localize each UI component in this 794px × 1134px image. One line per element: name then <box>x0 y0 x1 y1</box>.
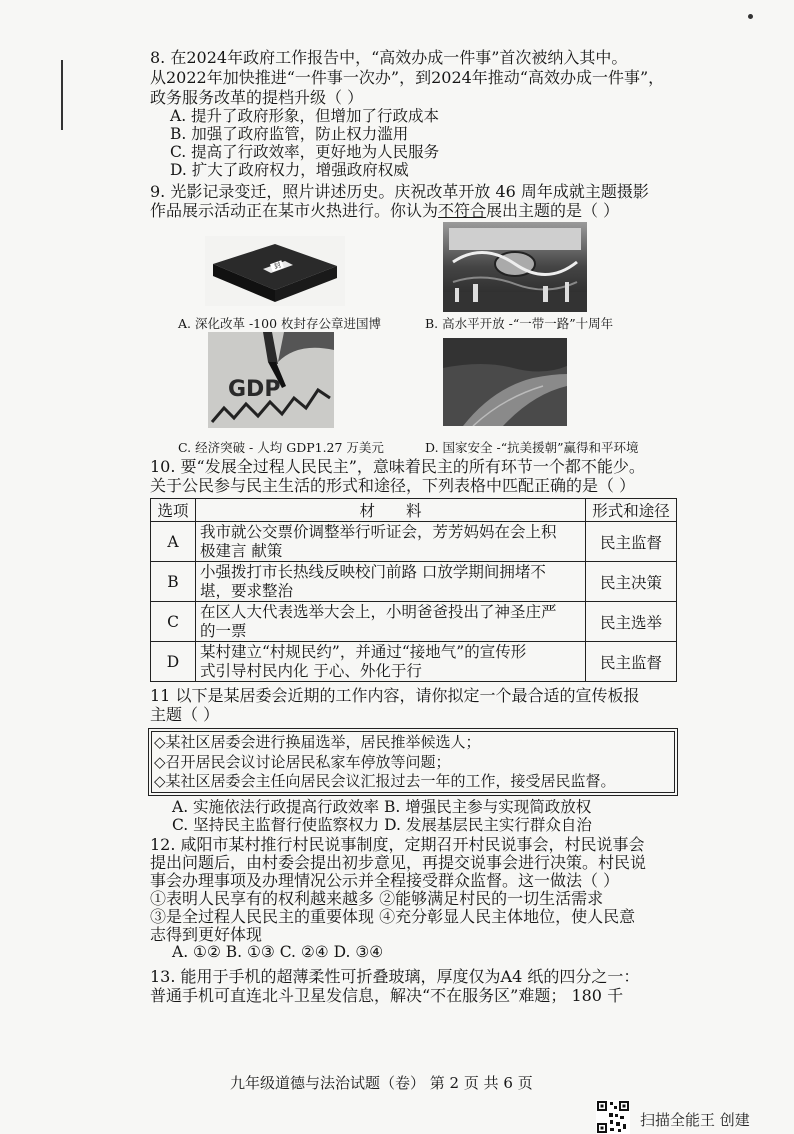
qr-code-icon <box>596 1100 630 1134</box>
q11-box-item: ◇某社区居委会进行换届选举，居民推举候选人； <box>154 733 481 751</box>
q12-options[interactable]: A. ①② B. ①③ C. ②④ D. ③④ <box>172 943 384 961</box>
q12-line1: 12. 咸阳市某村推行村民说事制度，定期召开村民说事会，村民说事会 <box>150 835 645 854</box>
q9-line2: 作品展示活动正在某市火热进行。你认为不符合展出主题的是（ ） <box>150 201 620 220</box>
q8-line1: 8. 在2024年政府工作报告中，“高效办成一件事”首次被纳入其中。 <box>150 48 628 67</box>
svg-text:封: 封 <box>272 260 283 271</box>
q9-underline-keyword: 不符合 <box>438 201 487 220</box>
q11-line1: 11 以下是某居委会近期的工作内容，请你拟定一个最合适的宣传板报 <box>150 686 640 705</box>
q9-caption-b: B. 高水平开放 -“一带一路”十周年 <box>425 316 614 331</box>
q12-line5: ③是全过程人民民主的重要体现 ④充分彰显人民主体地位，使人民意 <box>150 907 636 926</box>
table-header-material: 材 料 <box>196 499 586 522</box>
margin-line <box>61 60 63 130</box>
table-header-way: 形式和途径 <box>586 499 677 522</box>
table-row: D 某村建立“村规民约”，并通过“接地气”的宣传形 式引导村民内化 于心、外化于行 民主监督 <box>151 642 677 682</box>
q11-line2: 主题（ ） <box>150 705 220 724</box>
photo-c-gdp <box>208 332 334 428</box>
scanner-watermark: 扫描全能王 创建 <box>640 1111 750 1129</box>
table-row: C 在区人大代表选举大会上，小明爸爸投出了神圣庄严 的一票 民主选举 <box>151 602 677 642</box>
q9-caption-a: A. 深化改革 -100 枚封存公章进国博 <box>178 316 382 331</box>
table-row: A 我市就公交票价调整举行听证会，芳芳妈妈在会上积 极建言 献策 民主监督 <box>151 522 677 562</box>
photo-c-gdp-text: GDP <box>228 377 281 402</box>
q12-line6: 志得到更好体现 <box>150 925 263 944</box>
q12-line2: 提出问题后，由村委会提出初步意见，再提交说事会进行决策。村民说 <box>150 853 647 872</box>
q12-line4: ①表明人民享有的权利越来越多 ②能够满足村民的一切生活需求 <box>150 889 604 908</box>
q11-options-row2[interactable]: C. 坚持民主监督行使监察权力 D. 发展基层民主实行群众自治 <box>172 816 592 834</box>
page-footer: 九年级道德与法治试题（卷） 第 2 页 共 6 页 <box>230 1074 533 1092</box>
q11-box-item: ◇某社区居委会主任向居民会议汇报过去一年的工作，接受居民监督。 <box>154 772 616 790</box>
q8-line2: 从2022年加快推进“一件事一次办”，到2024年推动“高效办成一件事”， <box>150 68 665 87</box>
q8-option-c[interactable]: C. 提高了行政效率，更好地为人民服务 <box>170 143 440 161</box>
q10-table <box>150 498 677 682</box>
table-row: B 小强拨打市长热线反映校门前路 口放学期间拥堵不 堪，要求整治 民主决策 <box>151 562 677 602</box>
photo-a-sealed-box <box>205 236 345 306</box>
q8-option-b[interactable]: B. 加强了政府监管，防止权力滥用 <box>170 125 409 143</box>
q9-caption-d: D. 国家安全 -“抗美援朝”赢得和平环境 <box>425 440 639 455</box>
q11-box-item: ◇召开居民会议讨论居民私家车停放等问题； <box>154 752 451 771</box>
q8-option-a[interactable]: A. 提升了政府形象，但增加了行政成本 <box>170 107 440 125</box>
photo-d-landscape <box>443 338 567 426</box>
q8-line3: 政务服务改革的提档升级（ ） <box>150 88 364 107</box>
table-header-option: 选项 <box>151 499 196 522</box>
q10-line2: 关于公民参与民主生活的形式和途径，下列表格中匹配正确的是（ ） <box>150 476 636 495</box>
q9-line1: 9. 光影记录变迁，照片讲述历史。庆祝改革开放 46 周年成就主题摄影 <box>150 182 649 201</box>
photo-b-belt-road <box>443 222 587 312</box>
q13-line1: 13. 能用于手机的超薄柔性可折叠玻璃，厚度仅为A4 纸的四分之一： <box>150 967 640 986</box>
q12-line3: 事会办理事项及办理情况公示并全程接受群众监督。这一做法（ ） <box>150 871 620 890</box>
corner-dot <box>748 14 753 19</box>
q10-line1: 10. 要“发展全过程人民民主”，意味着民主的所有环节一个都不能少。 <box>150 457 645 476</box>
q8-option-d[interactable]: D. 扩大了政府权力，增强政府权威 <box>170 161 409 179</box>
q9-caption-c: C. 经济突破 - 人均 GDP1.27 万美元 <box>178 440 384 455</box>
q11-options-row1[interactable]: A. 实施依法行政提高行政效率 B. 增强民主参与实现简政放权 <box>172 798 592 816</box>
q11-info-box <box>148 728 678 796</box>
q13-line2: 普通手机可直连北斗卫星发信息，解决“不在服务区”难题； 180 千 <box>150 986 624 1005</box>
